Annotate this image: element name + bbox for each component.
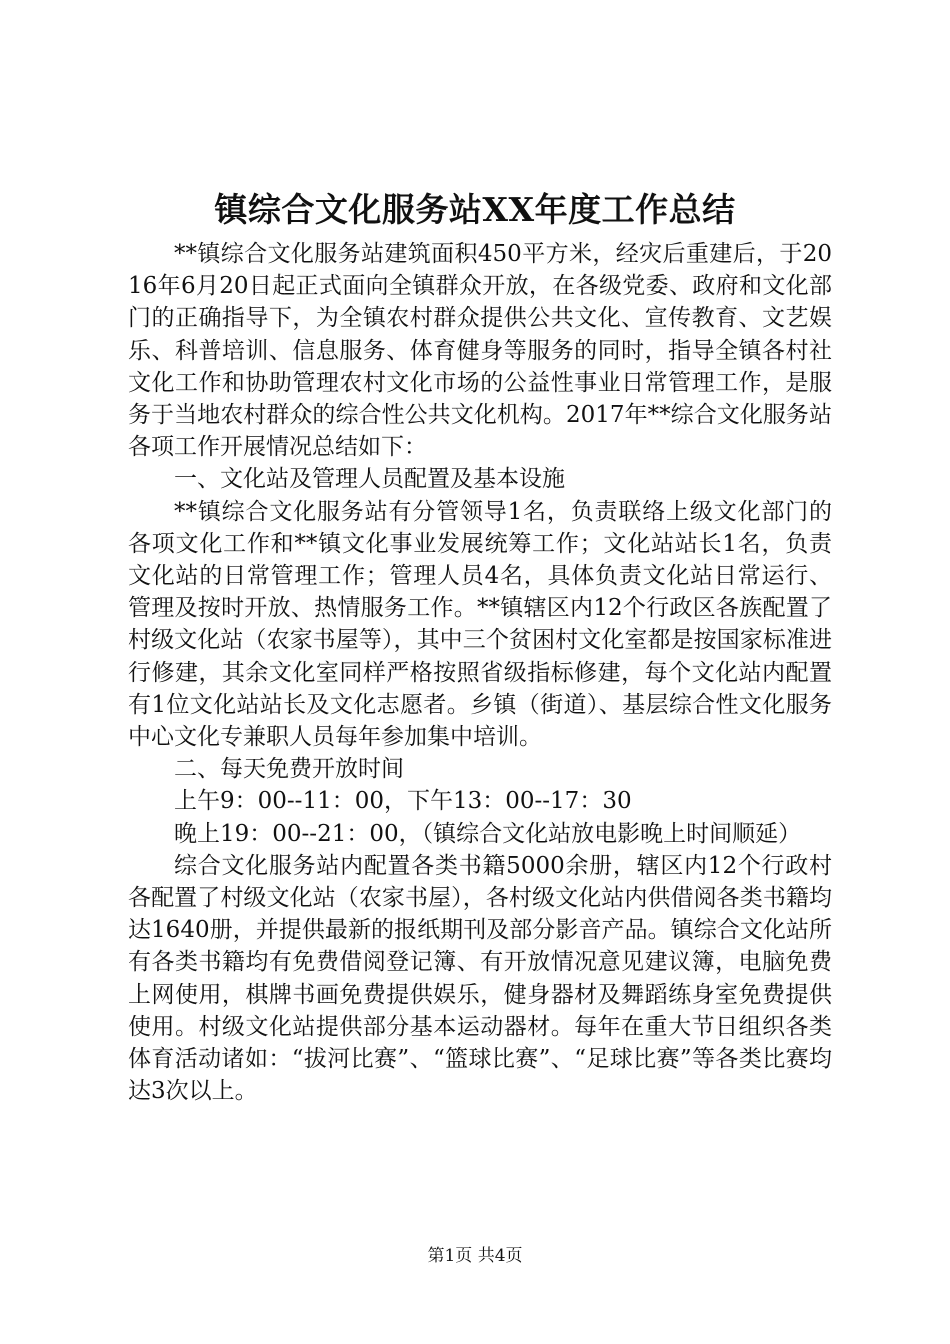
paragraph-staffing: **镇综合文化服务站有分管领导1名，负责联络上级文化部门的各项文化工作和**镇文化事业发展统筹工作；文化站站长1名，负责文化站的日常管理工作；管理人员4名，具体负责文化站日常运行、管理及按时开放、热情服务工作。**镇辖区内12个行政区各族配置了村级文化站（农家书屋等），其中三个贫困村文化室都是按国家标准进行修建，其余文化室同样严格按照省级指标修建，每个文化站内配置有1位文化站站长及文化志愿者。乡镇（街道）、基层综合性文化服务中心文化专兼职人员每年参加集中培训。 — [128, 498, 832, 751]
page-number: 第1页 共4页 — [427, 1246, 523, 1266]
paragraph-intro: **镇综合文化服务站建筑面积450平方米，经灾后重建后，于2016年6月20日起正式面向全镇群众开放，在各级党委、政府和文化部门的正确指导下，为全镇农村群众提供公共文化、宣传教育、文艺娱乐、科普培训、信息服务、体育健身等服务的同时，指导全镇各村社文化工作和协助管理农村文化市场的公益性事业日常管理工作，是服务于当地农村群众的综合性公共文化机构。2017年**综合文化服务站各项工作开展情况总结如下： — [128, 241, 832, 461]
paragraph-books: 综合文化服务站内配置各类书籍5000余册，辖区内12个行政村各配置了村级文化站（农家书屋），各村级文化站内供借阅各类书籍均达1640册，并提供最新的报纸期刊及部分影音产品。镇综合文化站所有各类书籍均有免费借阅登记簿、有开放情况意见建议簿，电脑免费上网使用，棋牌书画免费提供娱乐，健身器材及舞蹈练身室免费提供使用。村级文化站提供部分基本运动器材。每年在重大节日组织各类体育活动诸如：“拔河比赛”、“篮球比赛”、“足球比赛”等各类比赛均达3次以上。 — [128, 852, 832, 1105]
opening-hours-day: 上午9：00--11：00，下午13：00--17：30 — [174, 788, 632, 815]
section-heading-1: 一、文化站及管理人员配置及基本设施 — [174, 466, 565, 493]
opening-hours-evening: 晚上19：00--21：00，（镇综合文化站放电影晚上时间顺延） — [174, 820, 802, 847]
document-title: 镇综合文化服务站XX年度工作总结 — [214, 190, 736, 229]
document-body — [128, 238, 832, 1107]
section-heading-2: 二、每天免费开放时间 — [174, 756, 404, 783]
